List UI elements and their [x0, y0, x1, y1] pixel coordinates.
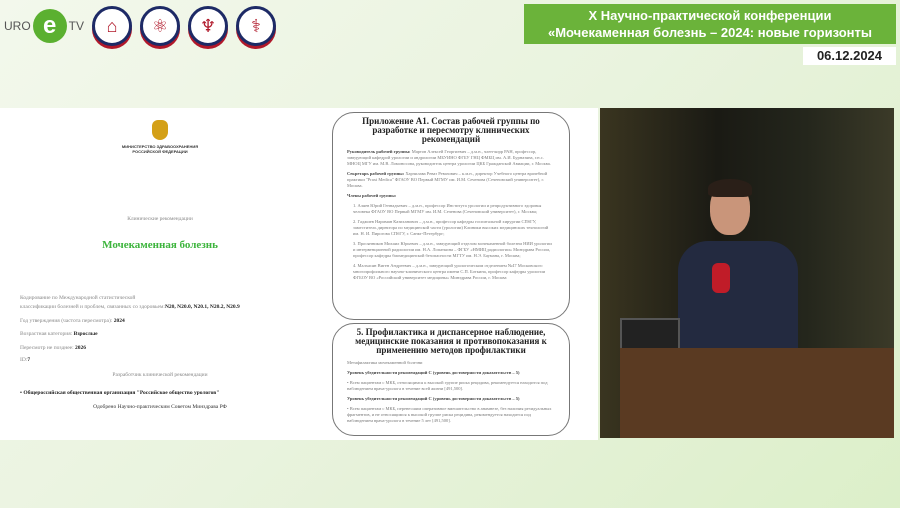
age-line	[20, 331, 98, 337]
year-label: Год утверждения (частота пересмотра):	[20, 318, 113, 324]
banner-line2: «Мочекаменная болезнь – 2024: новые горизонты	[548, 25, 872, 40]
speaker-hair	[708, 179, 752, 197]
doc-title: Мочекаменная болезнь	[102, 239, 218, 251]
review-line	[20, 345, 86, 351]
members-label	[347, 193, 555, 199]
head-text: Мартов Алексей Георгиевич – д.м.н., член-корр РАН, профессор, заведующий кафедрой урологии и андрологии МБУИНО ФГБУ ГНЦ ФМБЦ им. А.И. Бурназяна, г.н.с. МНОЦ МГУ им. М.В. Ломоносова, руководитель центра урологии ЦКБ Гражданской Авиации, г. Москва.	[347, 149, 551, 166]
prevention-sub: Метафилактика мочекаменной болезни	[347, 360, 423, 365]
logo-uro: URO	[4, 19, 31, 33]
prevention-item1: • Всем пациентам с МКБ, относящимся к высокой группе риска рецидива, рекомендуется находится под наблюдением врача-уролога в течение всей жизни [491,500].	[347, 380, 548, 391]
conference-date: 06.12.2024	[803, 47, 896, 65]
speaker-suit	[678, 241, 798, 361]
secretary-label: Секретарь рабочей группы:	[347, 171, 405, 176]
doc-subtitle: Клинические рекомендации	[127, 216, 193, 222]
kidney-seal-icon: ♆	[188, 6, 228, 46]
urotv-logo	[4, 9, 84, 43]
prevention-title: 5. Профилактика и диспансерное наблюдение, медицинские показания и противопоказания к применению методов профилактики	[355, 327, 547, 355]
logo-e: e	[33, 9, 67, 43]
coding-line2	[20, 304, 240, 310]
review-value: 2026	[75, 345, 86, 351]
level2	[347, 396, 555, 402]
laptop-icon	[620, 318, 680, 350]
developer-name: Общероссийская общественная организация "Российское общество урологов"	[23, 390, 220, 396]
coding-label: классификации болезней и проблем, связанных со здоровьем:	[20, 304, 165, 310]
atom-seal-icon: ⚛	[140, 6, 180, 46]
member-item: 3. Просянников Михаил Юрьевич – д.м.н., заведующий отделом мочекаменной болезни НИИ урологии и интервенционной радиологии им. Н.А. Лопаткина – ФГБУ «НМИЦ радиологии» Минздрава России, профессор кафедры биомедицинской безопасности МГТУ им. Н.Э. Баумана, г. Москва;	[353, 241, 552, 258]
conference-banner	[524, 4, 896, 44]
age-label: Возрастная категория:	[20, 331, 73, 337]
prevention-panel	[332, 323, 570, 436]
level2-text: Уровень убедительности рекомендаций C (уровень достоверности доказательств – 5)	[347, 396, 520, 401]
university-seal-icon: ⌂	[92, 6, 132, 46]
developer-org: • Общероссийская общественная организация "Российское общество урологов"	[20, 390, 220, 396]
prevention-item2: • Всем пациентам с МКБ, перенесшим оперативное вмешательство в анамнезе, без наличия резидуальных фрагментов, и не относящимся к высокой группе риска рецидива, рекомендуется находится под наблюдением врача-уролога в течение 5 лет [491,500].	[347, 406, 552, 423]
id-value: 7	[27, 357, 31, 363]
coding-line1: Кодирование по Международной статистической	[20, 295, 136, 301]
age-value: Взрослые	[73, 331, 98, 337]
year-value: 2024	[113, 318, 125, 324]
appendix-a1-panel	[332, 112, 570, 320]
logo-tv: TV	[68, 19, 85, 33]
appendix-secretary	[347, 171, 555, 189]
medical-seal-icon: ⚕	[236, 6, 276, 46]
appendix-head	[347, 149, 555, 167]
banner-line1: X Научно-практической конференции	[588, 8, 832, 23]
speaker-video	[600, 108, 894, 438]
members-label-text: Члены рабочей группы:	[347, 193, 397, 198]
year-line	[20, 318, 125, 324]
id-label: ID:	[20, 357, 28, 363]
guideline-cover	[0, 108, 320, 440]
coding-value: N20, N20.0, N20.1, N20.2, N20.9	[164, 304, 240, 310]
appendix-title: Приложение А1. Состав рабочей группы по разработке и пересмотру клинических рекомендаций	[362, 116, 540, 144]
presentation-slide	[0, 108, 598, 440]
microphone-icon	[712, 263, 730, 293]
approved-note: Одобрено Научно-практическим Советом Минздрава РФ	[93, 404, 227, 410]
item2-text: Всем пациентам с МКБ, перенесшим оперативное вмешательство в анамнезе, без наличия резидуальных фрагментов, и не относящимся к высокой группе риска рецидива, рекомендуется находится под наблюдением врача-уролога в течение 5 лет [491,500].	[347, 406, 552, 423]
level1	[347, 370, 555, 376]
secretary-text: Харчилава Реваз Ревазович – к.м.н., директор Учебного центра врачебной практики "Praxi Medica" ФГАОУ ВО Первый МГМУ им. И.М. Сеченова (Сеченовский университет), г. Москва.	[347, 171, 548, 188]
podium	[620, 348, 894, 438]
review-label: Пересмотр не позднее:	[20, 345, 74, 351]
partner-logos	[4, 6, 276, 46]
emblem-icon	[152, 120, 168, 140]
ministry-label: МИНИСТЕРСТВО ЗДРАВООХРАНЕНИЯ РОССИЙСКОЙ ФЕДЕРАЦИИ	[121, 144, 199, 154]
developer-label: Разработчик клинической рекомендации	[112, 372, 208, 378]
level1-text: Уровень убедительности рекомендаций C (уровень достоверности доказательств – 5)	[347, 370, 520, 375]
member-item: 4. Малхасян Виген Андреевич – д.м.н., заведующий урологическим отделением №47 Московского многопрофильного научно-клинического центра имени С.П. Боткина, профессор кафедры урологии ФГБОУ ВО «Российский университет медицины» Минздрава России, г. Москва	[353, 263, 546, 280]
item1-text: Всем пациентам с МКБ, относящимся к высокой группе риска рецидива, рекомендуется находится под наблюдением врача-уролога в течение всей жизни [491,500].	[347, 380, 548, 391]
head-label: Руководитель рабочей группы:	[347, 149, 411, 154]
id-line	[20, 357, 30, 363]
member-item: 1. Аляев Юрий Геннадьевич – д.м.н., профессор Института урологии и репродуктивного здоровья человека ФГАОУ ВО Первый МГМУ им. И.М. Сеченова (Сеченовский университет), г. Москва;	[353, 203, 542, 214]
member-item: 2. Гаджиев Нариман Казиханович – д.м.н., профессор кафедры госпитальной хирургии СПбГУ, заместитель директора по медицинской части (урологии) Клиники высоких медицинских технологий им. Н. И. Пирогова СПбГУ, г. Санкт-Петербург;	[353, 219, 549, 236]
